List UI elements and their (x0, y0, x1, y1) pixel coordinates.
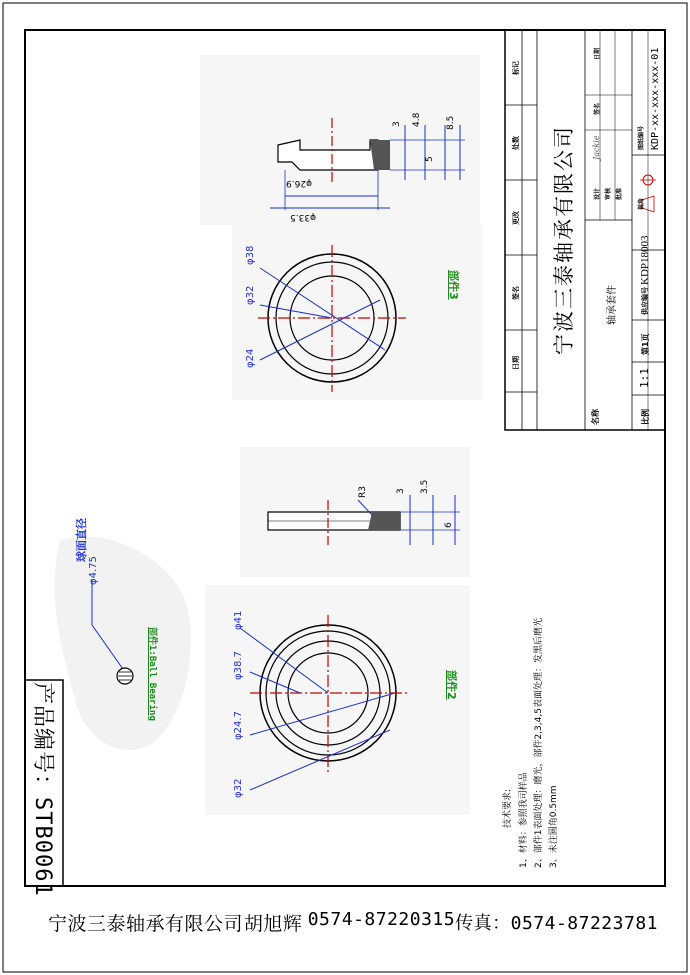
notes-line-3: 3、未注圆角0.5mm (549, 785, 559, 868)
tb-role-2: 审核 (605, 187, 612, 200)
ball-part-label: 部件1:Ball Bearing (147, 627, 157, 721)
tb-header-5: 日期 (512, 356, 520, 370)
tb-role-1: 设计 (594, 187, 601, 200)
part2-dim-3: φ24.7 (233, 711, 244, 740)
tb-role-5: 日期 (594, 47, 601, 60)
footer-phone: 0574-87220315 (307, 909, 456, 930)
notes-line-2: 2、部件1表面处理：磨光，部件2,3,4,5表面处理：发黑后磨光 (534, 618, 544, 868)
part2-side-dim-2: 3 (396, 488, 406, 494)
footer-fax: 传真：0574-87223781 (455, 913, 658, 934)
tb-code: KDP18003 (639, 235, 651, 285)
tb-header-1: 标记 (512, 61, 520, 75)
tb-scale-label: 比例 (641, 409, 650, 425)
part3-dim-1: φ38 (245, 245, 256, 265)
part3-side-dim-1: 3 (392, 121, 402, 127)
part2-dim-1: φ41 (233, 610, 244, 630)
part2-front-view (205, 585, 470, 815)
part2-side-view (240, 447, 470, 577)
ball-highlight-area (55, 536, 191, 750)
part2-label: 部件2 (445, 670, 458, 700)
part2-dim-2: φ38.7 (233, 651, 244, 680)
part2-side-dim-4: 6 (444, 522, 454, 528)
part3-side-dim-6: φ33.5 (290, 212, 316, 222)
tb-designer: Jackie (592, 135, 601, 160)
part3-front-view (232, 225, 482, 400)
part3-side-view (200, 55, 480, 225)
tb-view-label: 视角 (638, 197, 645, 210)
ball-diameter-title: 球面直径 (75, 518, 88, 562)
footer-company: 宁波三泰轴承有限公司 (48, 913, 244, 935)
part3-dim-2: φ32 (245, 285, 256, 305)
part3-side-dim-5: φ26.9 (286, 178, 312, 188)
product-code: 产品编号：STB0061 (30, 682, 55, 897)
tb-company: 宁波三泰轴承有限公司 (552, 125, 576, 355)
tb-drawing-no: KDP-xx-xxx-xxx-01 (650, 47, 661, 150)
part3-side-dim-4: 5 (425, 156, 435, 162)
tb-role-4: 签名 (594, 102, 601, 115)
part2-side-dim-3: 3.5 (420, 479, 430, 494)
tb-code-label: 供应编号 (641, 287, 649, 315)
part3-dim-3: φ24 (245, 348, 256, 368)
notes-title: 技术要求: (503, 788, 513, 828)
part3-side-dim-3: 8.5 (446, 115, 456, 130)
tb-drawing-label: 图纸编号 (638, 125, 645, 150)
tb-scale: 1:1 (638, 368, 651, 388)
tb-role-3: 批准 (616, 187, 623, 200)
part3-label: 部件3 (447, 270, 460, 300)
part2-side-dim-1: R3 (358, 486, 368, 498)
notes-line-1: 1、材料：参照我司样品 (519, 772, 529, 868)
tb-part-name: 轴承套件 (607, 285, 618, 325)
footer (48, 909, 658, 936)
footer-contact: 胡旭辉 (243, 913, 303, 935)
tb-sheet: 第1页 (641, 333, 650, 355)
part3-side-dim-2: 4.8 (412, 112, 422, 127)
part2-dim-4: φ32 (233, 778, 244, 798)
tb-header-2: 处数 (512, 136, 520, 150)
tb-header-4: 签名 (512, 286, 520, 300)
ball-diameter-value: φ4.75 (88, 556, 99, 585)
tb-header-3: 更改 (512, 211, 520, 225)
tb-name-label: 名称 (591, 409, 600, 425)
